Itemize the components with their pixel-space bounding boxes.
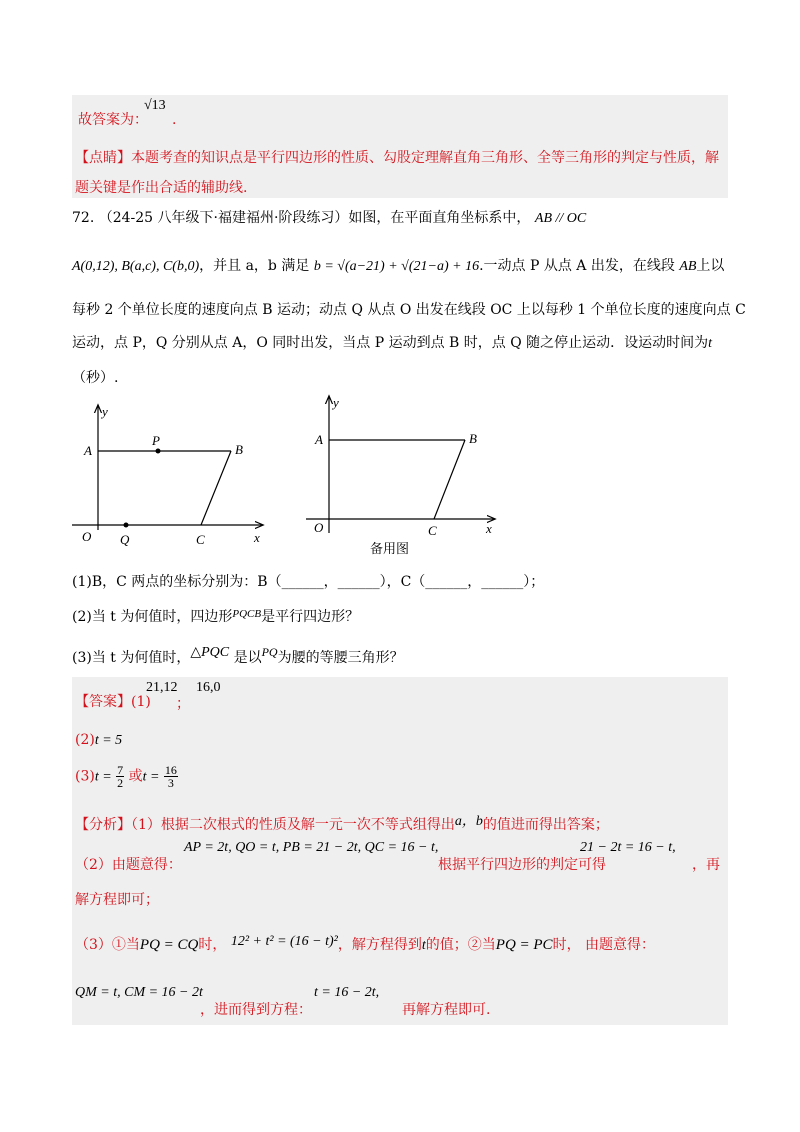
t-var: t [708,336,713,351]
answer-3-t2: t = [142,769,160,785]
problem-line-5: （秒）. [72,370,119,386]
answer-tag: 【答案】 [75,694,131,710]
label-o: O [314,520,324,535]
label-c: C [428,523,437,538]
analysis-row-2a: （2）由题意得： [75,857,182,873]
answer-2-eq: t = 5 [94,733,123,748]
cond-points: A(0,12), B(a,c), C(b,0) [72,259,200,274]
cond-eq: b = √(a−21) + √(21−a) + 16 [313,259,480,274]
point-q [124,523,129,528]
label-c: C [196,532,205,547]
answer-row-3 [75,764,178,789]
q3-triangle: △PQC [190,645,230,660]
q2-var: PQCB [232,608,262,620]
comment-line-2: 题关键是作出合适的辅助线. [75,180,248,196]
label-a: A [84,443,92,458]
frac-2-den: 3 [167,776,174,790]
label-y: y [102,404,108,419]
q3-text-b: 是以 [233,650,262,666]
q3-pq: PQ [261,645,278,659]
answer-3-t1: t = [94,769,112,785]
answer-row-1 [75,692,151,712]
q3-text-c: 为腰的等腰三角形？ [277,650,404,666]
line4-text: 运动，点 P，Q 分别从点 A，O 同时出发，当点 P 运动到点 B 时，点 Q 随之停止运动．设运动时间为 [72,335,709,351]
analysis-l1-vars: a，b [454,814,483,829]
analysis-l4-a: （3）①当 [75,937,140,953]
analysis-row-5a: ，进而得到方程： [200,1002,312,1018]
question-2 [72,604,359,627]
label-b: B [469,431,477,446]
label-q: Q [120,532,130,547]
label-b: B [235,442,243,457]
text-b: 上以 [696,258,725,274]
cond-parallel: AB // OC [534,211,587,226]
problem-line-4 [72,333,712,354]
problem-line-2 [72,256,724,277]
figure-1 [68,400,278,550]
q3-text-a: (3)当 t 为何值时， [72,650,191,666]
point-p [156,449,161,454]
analysis-row-5-eq1: QM = t, CM = 16 − 2t [75,985,203,1000]
problem-source: （24-25 八年级下·福建福州·阶段练习）如图，在平面直角坐标系中， [98,210,531,226]
text-a: .一动点 P 从点 A 出发，在线段 [479,258,675,274]
comment-text-1: 本题考查的知识点是平行四边形的性质、勾股定理解直角三角形、全等三角形的判定与性质，解 [131,150,719,166]
analysis-tag: 【分析】 [75,817,131,833]
analysis-l1: （1）根据二次根式的性质及解一元一次不等式组得出 [131,817,455,833]
label-y: y [333,395,339,410]
frac-1-den: 2 [117,776,124,790]
answer-value: √13 [144,98,166,113]
label-x: x [254,530,260,545]
answer-2-label: (2) [75,732,95,748]
frac-2-num: 16 [164,763,177,777]
answer-suffix: . [172,112,177,128]
analysis-l4-e: 时， 由题意得： [552,937,656,953]
analysis-row-5b: 再解方程即可. [402,1002,491,1018]
analysis-row-4 [75,932,655,956]
q2-text-b: 是平行四边形？ [261,609,360,625]
analysis-l4-eq1: PQ = CQ [139,937,199,953]
analysis-l4-t: t [421,938,426,953]
answer-3-frac-2 [164,764,178,789]
analysis-l4-d: 的值；②当 [425,937,496,953]
problem-line-3: 每秒 2 个单位长度的速度向点 B 运动；动点 Q 从点 O 出发在线段 OC 上以每秒 1 个单位长度的速度向点 C [72,302,746,318]
comment-tag: 【点睛】 [75,150,131,166]
answer-1-separator: ； [176,696,190,712]
label-a: A [315,432,323,447]
answer-prefix: 故答案为： [78,112,148,128]
analysis-l4-eq3: PQ = PC [495,937,553,953]
analysis-row-5-eq2: t = 16 − 2t, [314,985,380,1000]
label-o: O [82,529,92,544]
cond-mid: ，并且 a，b 满足 [199,258,310,274]
analysis-row-2b: 根据平行四边形的判定可得 [438,857,606,873]
segment-bc [434,440,465,519]
answer-3-frac-1 [116,764,124,789]
question-1: (1)B，C 两点的坐标分别为：B（______，______），C（______，______）； [72,574,545,590]
answer-3-label: (3) [75,768,95,785]
question-3 [72,642,404,668]
label-p: P [152,433,160,448]
segment-bc [201,451,231,525]
analysis-l4-b: 时， [198,937,227,953]
seg-ab: AB [679,259,697,274]
frac-1-num: 7 [117,763,124,777]
answer-1-label: (1) [131,694,151,710]
problem-line-1 [72,208,586,229]
figure-2 [302,393,512,563]
answer-line [78,110,148,130]
label-x: x [486,521,492,536]
answer-row-2 [75,730,122,751]
analysis-row-3: 解方程即可； [75,892,159,908]
analysis-row-2-eq2: 21 − 2t = 16 − t, [580,840,676,855]
analysis-l4-c: ，解方程得到 [337,937,422,953]
problem-number: 72. [72,210,95,226]
analysis-row-2c: ，再 [692,857,720,873]
analysis-l1-end: 的值进而得出答案； [482,817,609,833]
answer-1-value-2: 16,0 [196,680,221,695]
answer-1-value-1: 21,12 [146,680,178,695]
figure-caption: 备用图 [370,542,410,557]
analysis-row-1 [75,812,609,835]
comment-line-1 [75,148,719,168]
answer-3-or: 或 [128,768,143,785]
analysis-l4-eq2: 12² + t² = (16 − t)² [230,934,338,949]
analysis-row-2-eq1: AP = 2t, QO = t, PB = 21 − 2t, QC = 16 − t, [184,840,439,855]
q2-text-a: (2)当 t 为何值时，四边形 [72,609,233,625]
